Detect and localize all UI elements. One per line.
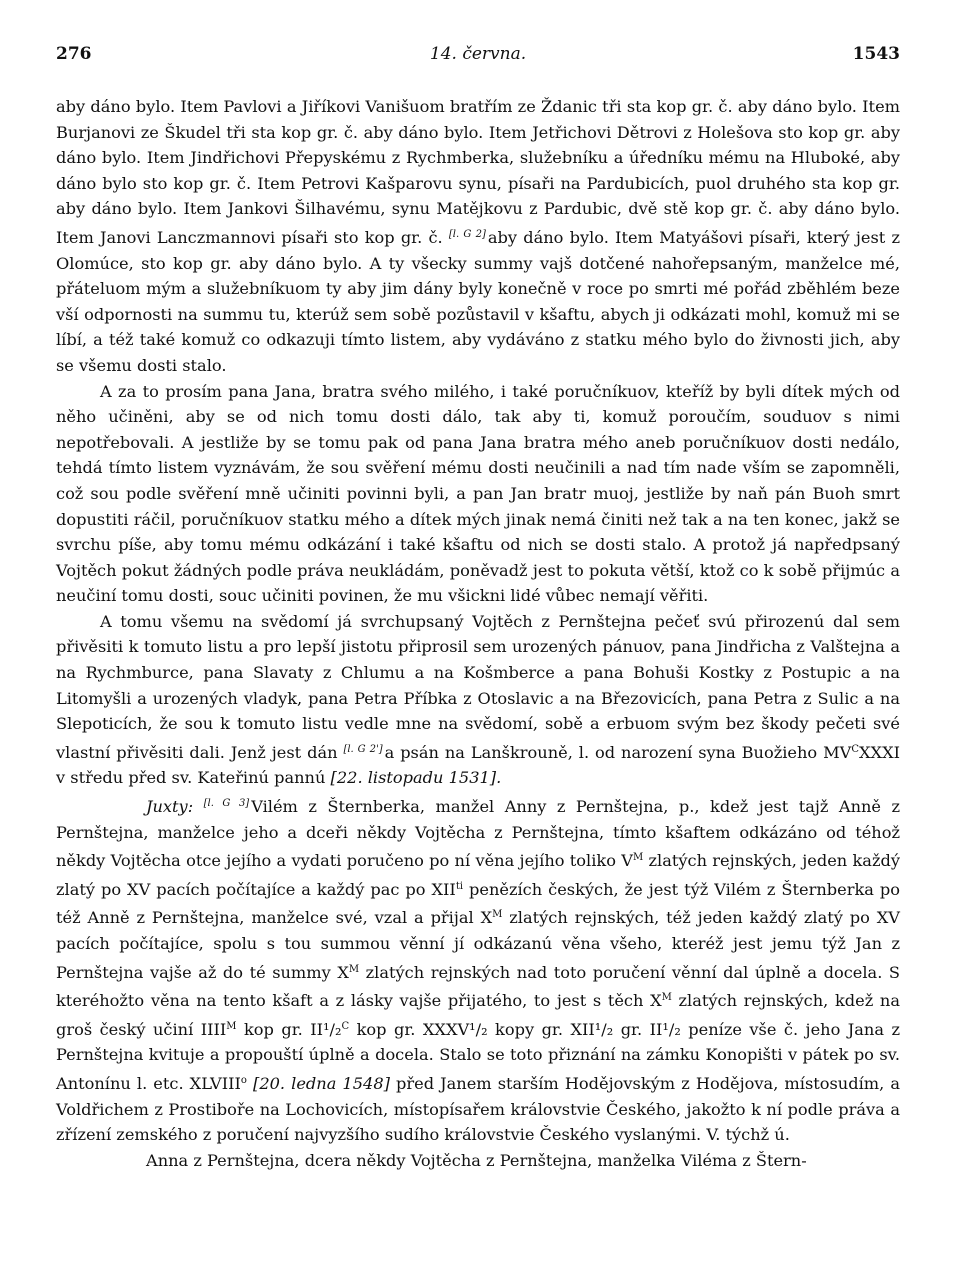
paragraph-text: Vilém z Šternberka, manžel Anny z Pernštejna, p., kdež jest tajž Anně z Pernštejna, manželce jeho a dceři někdy Vojtěcha z Pernštejna, tímto kšaftem odkázáno od téhož někdy Vojtěcha otce jejího a vydati poručeno po ní věna jejího toliko V <box>56 797 901 871</box>
paragraph-3 <box>56 609 900 791</box>
superscript: M <box>492 909 503 921</box>
superscript: M <box>661 992 672 1004</box>
superscript: C <box>341 1020 350 1032</box>
superscript: M <box>348 963 360 975</box>
header-date: 14. června. <box>429 44 527 64</box>
folio-note: [l. G 3] <box>203 798 250 810</box>
paragraph-text: a psán na Lanškrouně, l. od narození syna Buožieho MV <box>384 742 852 762</box>
paragraph-text: zlatých rejnských nad toto poručení věnní dal úplně a docela. S kteréhožto věna na tento kšaft a z lásky vajše přijatého, to jest s těch X <box>56 962 900 1011</box>
page-header <box>56 44 900 74</box>
paragraph-text: kop gr. II¹/₂ <box>236 1019 342 1039</box>
paragraph-text: zlatých rejnských, kdež na groš český učiní IIII <box>56 991 900 1039</box>
document-body <box>56 94 900 1173</box>
paragraph-text: aby dáno bylo. Item Pavlovi a Jiříkovi Vanišuom bratřím ze Ždanic tři sta kop gr. č. aby dáno bylo. Item Burjanovi ze Škudel tři sta kop gr. č. aby dáno bylo. Item Jetřichovi Dětrovi z Holešova sto kop gr. aby dáno bylo. Item Jindřichovi Přepyskému z Rychmberka, služebníku a úředníku mému na Hluboké, aby dáno bylo sto kop gr. č. Item Petrovi Kašparovu synu, písaři na Pardubicích, puol druhého sta kop gr. aby dáno bylo. Item Jankovi Šilhavému, synu Matějkovu z Pardubic, dvě stě kop gr. č. aby dáno bylo. Item Janovi Lanczmannovi písaři sto kop gr. č. <box>56 97 900 247</box>
paragraph-text: aby dáno bylo. Item Matyášovi písaři, který jest z Olomúce, sto kop gr. aby dáno bylo. A ty všecky summy vajš dotčené nahořepsaným, manželce mé, přáteluom mým a služebníkuom ty aby jim dány byly konečně v roce po smrti mé pořád zběhlém beze vší odpornosti na summu tu, kterúž sem sobě pozůstavil v kšaftu, abych ji odkázati mohl, komuž mi se líbí, a též také komuž co odkazuji tímto listem, aby vydáváno z statku mého bylo do živnosti jich, aby se všemu dosti stalo. <box>56 227 901 375</box>
paragraph-text: penězích českých, že jest týž Vilém z Šternberka po též Anně z Pernštejna, manželce své, vzal a přijal X <box>56 879 900 928</box>
juxty-label: Juxty: <box>146 797 204 817</box>
paragraph-text: XXXI v středu před sv. Kateřinú pannú <box>56 742 900 788</box>
page-number: 276 <box>56 44 92 64</box>
editorial-date: [20. ledna 1548] <box>246 1073 390 1093</box>
paragraph-text: před Janem starším Hodějovským z Hodějova, místosudím, a Voldřichem z Prostiboře na Lochovicích, místopísařem královstvie Českého, jakožto k ní podle práva a zřízení zemského z poručení najvyzšího sudího královstvie Českého vyslanými. V. týchž ú. <box>56 1073 900 1145</box>
superscript: ti <box>455 880 464 892</box>
superscript: M <box>632 852 644 864</box>
paragraph-text: zlatých rejnských, též jeden každý zlatý po XV pacích počítajíce, spolu s tou summou věnní jí odkázanú věna všeho, kteréž jest jemu týž Jan z Pernštejna vajše až do té summy X <box>56 908 900 982</box>
folio-note: [l. G 2'] <box>343 743 383 755</box>
paragraph-text: kop gr. XXXV¹/₂ kopy gr. XII¹/₂ gr. II¹/₂ peníze vše č. jeho Jana z Pernštejna kvituje a propouští úplně a docela. Stalo se toto přiznání na zámku Konopišti v pátek po sv. Antonínu l. etc. XLVIII <box>56 1019 900 1093</box>
folio-note: [l. G 2] <box>448 228 486 240</box>
paragraph-1 <box>56 94 900 379</box>
paragraph-text: A tomu všemu na svědomí já svrchupsaný Vojtěch z Pernštejna pečeť svú přirozenú dal sem přivěsiti k tomuto listu a pro lepší jistotu připrosil sem urozených pánuov, pana Jindřicha z Valštejna a na Rychmburce, pana Slavaty z Chlumu a na Košmberce a pana Bohuši Kostky z Postupic a na Litomyšli a urozených vladyk, pana Petra Příbka z Otoslavic a na Březovicích, pana Petra z Sulic a na Slepoticích, že sou k tomuto listu vedle mne na svědomí, sobě a erbuom svým bez škody pečeti své vlastní přivěsiti dali. Jenž jest dán <box>56 611 900 762</box>
superscript: C <box>851 743 860 755</box>
header-year: 1543 <box>852 44 900 64</box>
paragraph-5: Anna z Pernštejna, dcera někdy Vojtěcha z Pernštejna, manželka Viléma z Štern- <box>146 1150 807 1170</box>
superscript: o <box>240 1074 247 1086</box>
paragraph-text: zlatých rejnských, jeden každý zlatý po XV pacích počítajíce a každý pac po XII <box>56 851 900 899</box>
paragraph-2: A za to prosím pana Jana, bratra svého milého, i také poručníkuov, kteříž by byli dítek mých od něho učiněni, aby se od nich tomu dosti dálo, tak aby ti, komuž poroučím, souduov s nimi nepotřebovali. A jestliže by se tomu pak od pana Jana bratra mého aneb poručníkuov dosti nedálo, tehdá tímto listem vyznávám, že sou svěření mému dosti neučinili a nad tím nade vším se zapomněli, což sou podle svěření mně učiniti povinni byli, a pan Jan bratr muoj, jestliže by naň pán Buoh smrt dopustiti ráčil, poručníkuov statku mého a dítek mých jinak nemá činiti než tak a na ten konec, jakž se svrchu píše, aby tomu mému odkázání i také kšaftu od nich se dosti stalo. A protož já napředpsaný Vojtěch pokut žádných podle práva neukládám, poněvadž jest to pokuta větší, ktož co k sobě přijmúc a neučiní tomu dosti, souc učiniti povinen, že mu všickni lidé vůbec nemají věřiti. <box>56 381 900 606</box>
superscript: M <box>226 1020 237 1032</box>
editorial-date: [22. listopadu 1531]. <box>330 768 502 788</box>
paragraph-4 <box>56 791 900 1148</box>
